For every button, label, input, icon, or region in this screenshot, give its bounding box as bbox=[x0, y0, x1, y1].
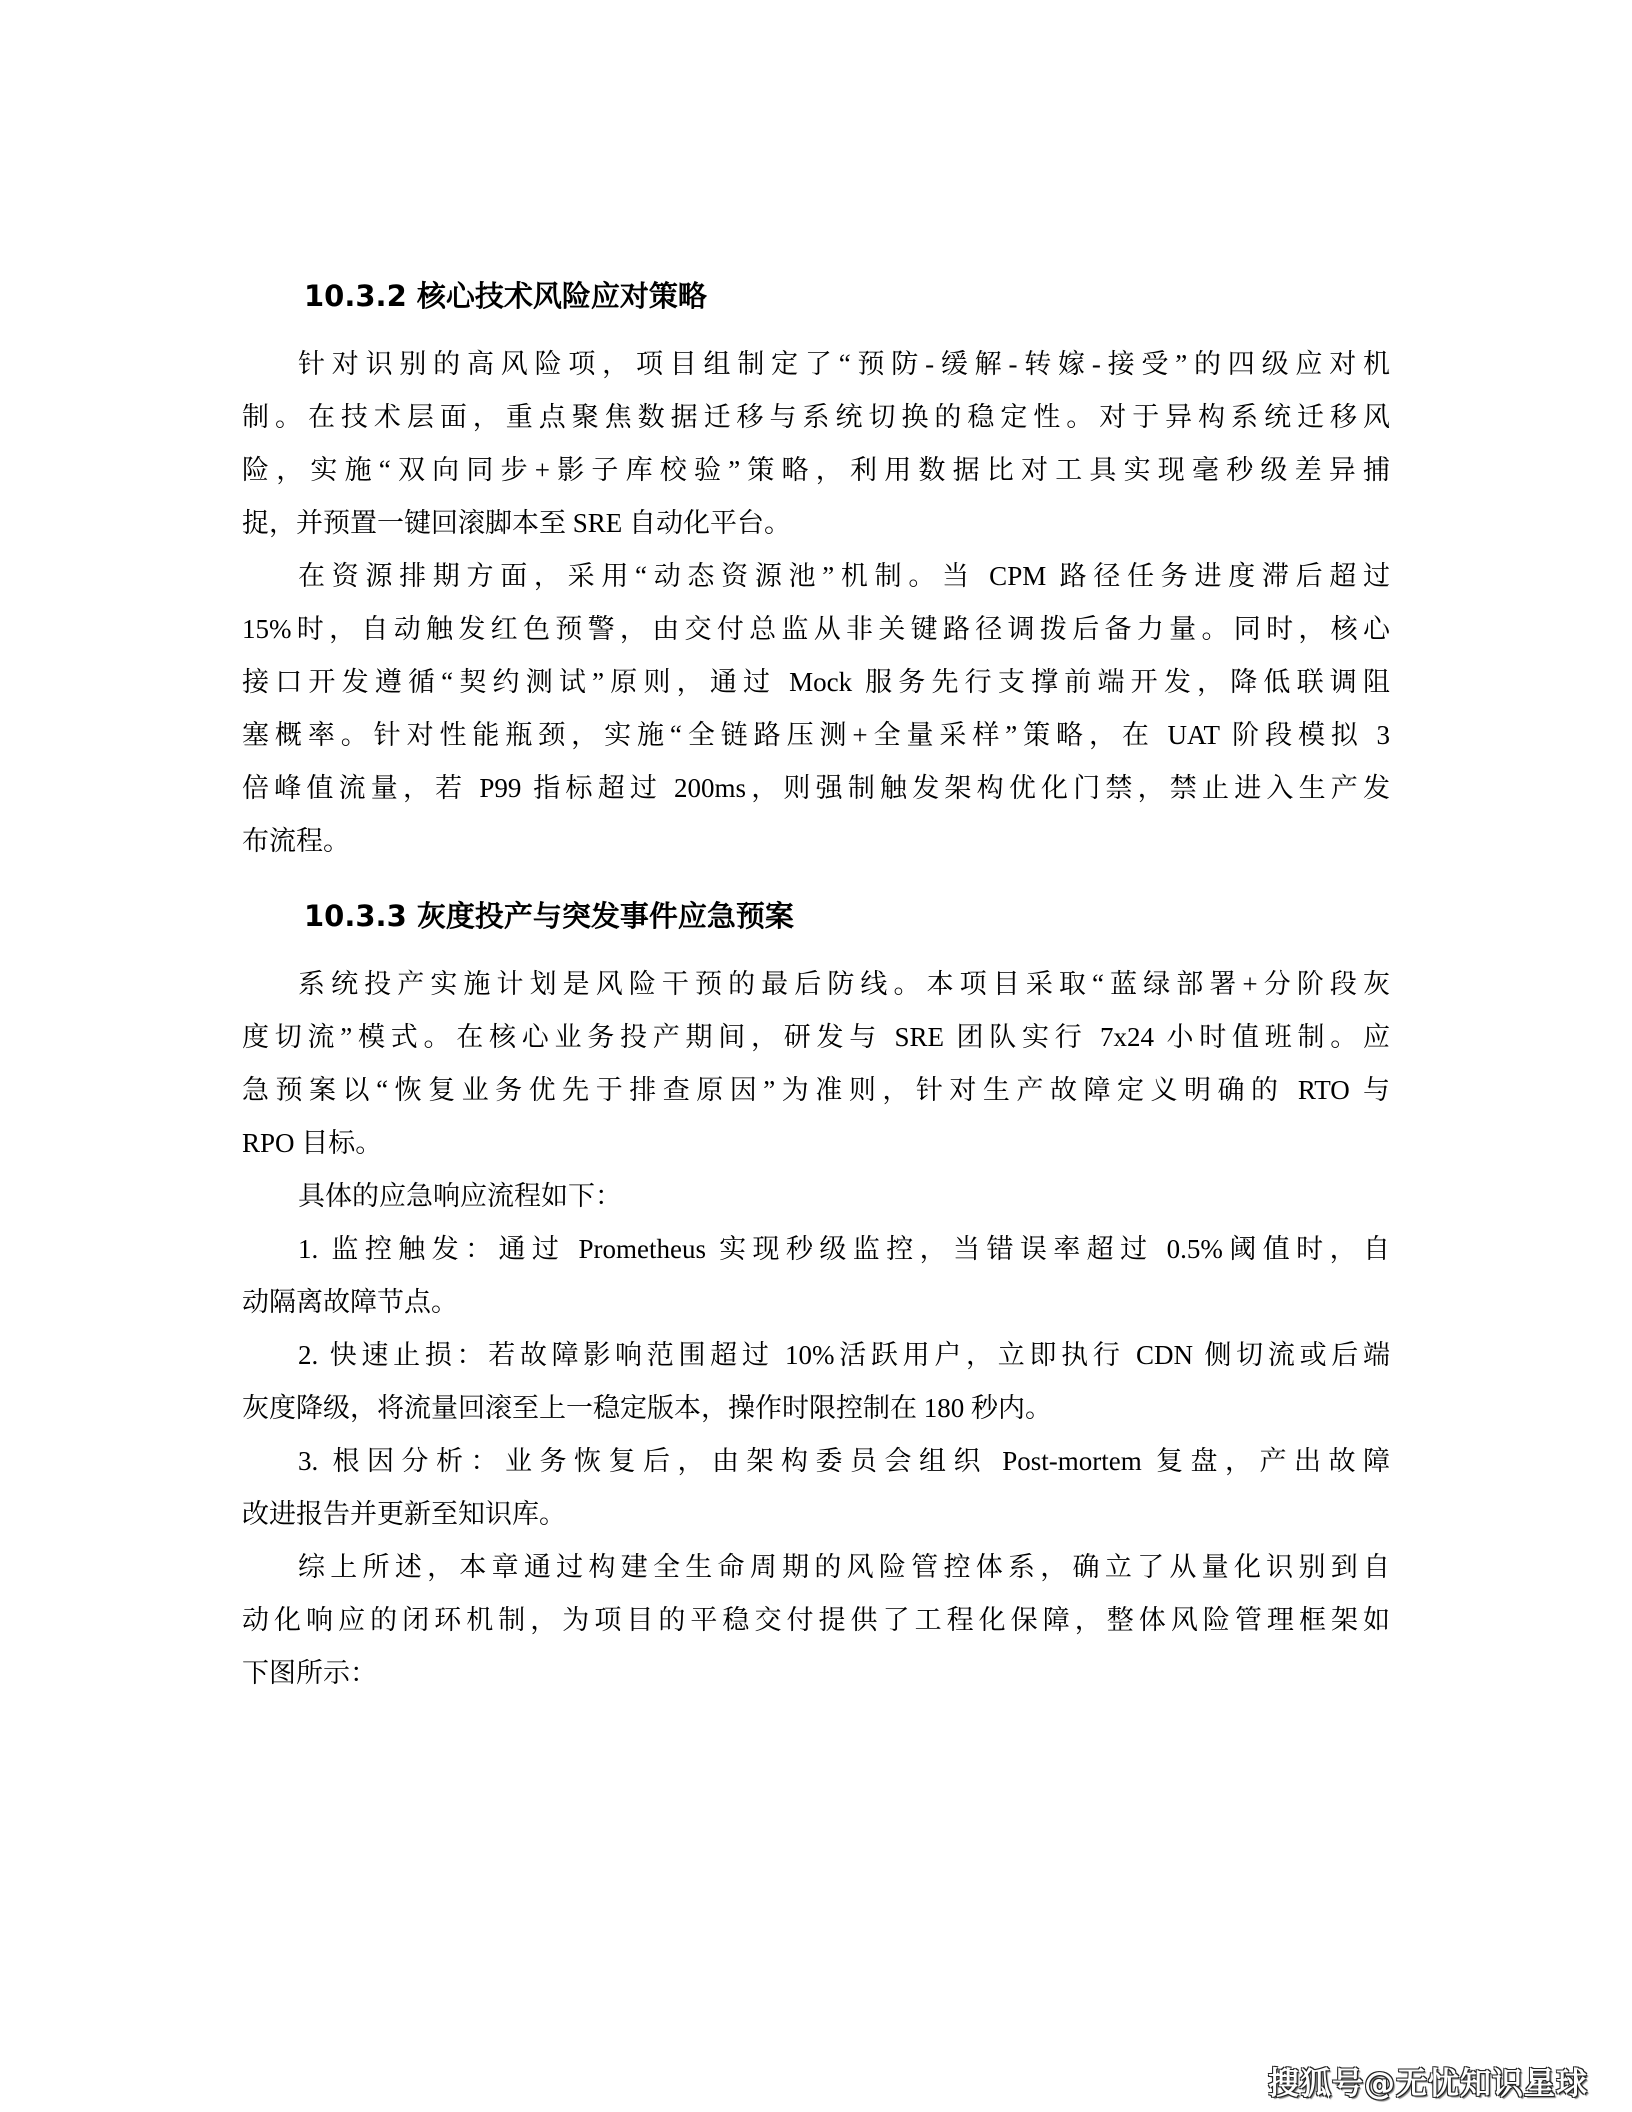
paragraph-response-intro bbox=[242, 1170, 1390, 1223]
paragraph-line: 2. 快速止损：若故障影响范围超过 10%活跃用户，立即执行 CDN 侧切流或后端 bbox=[298, 1340, 1390, 1370]
paragraph-line: 3. 根因分析：业务恢复后，由架构委员会组织 Post-mortem 复盘，产出故障 bbox=[298, 1446, 1390, 1476]
sohu-watermark: 搜狐号@无忧知识星球 bbox=[1268, 2066, 1588, 2102]
paragraph-line: 塞概率。针对性能瓶颈，实施“全链路压测+全量采样”策略，在 UAT 阶段模拟 3 bbox=[242, 720, 1390, 750]
paragraph-line: 在资源排期方面，采用“动态资源池”机制。当 CPM 路径任务进度滞后超过 bbox=[298, 561, 1390, 591]
paragraph-line: 1. 监控触发：通过 Prometheus 实现秒级监控，当错误率超过 0.5%阈值时，自 bbox=[298, 1234, 1390, 1264]
paragraph-line: 布流程。 bbox=[242, 826, 350, 856]
paragraph-line: 倍峰值流量，若 P99 指标超过 200ms，则强制触发架构优化门禁，禁止进入生产发 bbox=[242, 773, 1390, 803]
paragraph-line: 捉，并预置一键回滚脚本至 SRE 自动化平台。 bbox=[242, 508, 792, 538]
paragraph-risk-mitigation bbox=[242, 338, 1390, 550]
paragraph-line: 动隔离故障节点。 bbox=[242, 1287, 458, 1317]
paragraph-line: 系统投产实施计划是风险干预的最后防线。本项目采取“蓝绿部署+分阶段灰 bbox=[298, 969, 1390, 999]
paragraph-line: 制。在技术层面，重点聚焦数据迁移与系统切换的稳定性。对于异构系统迁移风 bbox=[242, 402, 1390, 432]
paragraph-line: 综上所述，本章通过构建全生命周期的风险管控体系，确立了从量化识别到自 bbox=[298, 1552, 1390, 1582]
paragraph-line: 急预案以“恢复业务优先于排查原因”为准则，针对生产故障定义明确的 RTO 与 bbox=[242, 1075, 1390, 1105]
paragraph-line: 改进报告并更新至知识库。 bbox=[242, 1499, 566, 1529]
paragraph-summary bbox=[242, 1541, 1390, 1700]
section-heading-10-3-2: 10.3.2 核心技术风险应对策略 bbox=[304, 279, 707, 313]
paragraph-line: 下图所示： bbox=[242, 1658, 377, 1688]
paragraph-line: 动化响应的闭环机制，为项目的平稳交付提供了工程化保障，整体风险管理框架如 bbox=[242, 1605, 1390, 1635]
paragraph-line: 灰度降级，将流量回滚至上一稳定版本，操作时限控制在 180 秒内。 bbox=[242, 1393, 1052, 1423]
paragraph-deployment-plan bbox=[242, 958, 1390, 1170]
section-heading-10-3-3: 10.3.3 灰度投产与突发事件应急预案 bbox=[304, 899, 794, 933]
paragraph-line: 具体的应急响应流程如下： bbox=[298, 1181, 622, 1211]
paragraph-line: RPO 目标。 bbox=[242, 1128, 383, 1158]
document-page bbox=[242, 268, 1390, 1700]
list-item-fast-stop-loss bbox=[242, 1329, 1390, 1435]
list-item-monitoring-trigger bbox=[242, 1223, 1390, 1329]
list-item-root-cause-analysis bbox=[242, 1435, 1390, 1541]
paragraph-line: 针对识别的高风险项，项目组制定了“预防-缓解-转嫁-接受”的四级应对机 bbox=[298, 349, 1390, 379]
paragraph-line: 度切流”模式。在核心业务投产期间，研发与 SRE 团队实行 7x24 小时值班制。应 bbox=[242, 1022, 1390, 1052]
paragraph-line: 险，实施“双向同步+影子库校验”策略，利用数据比对工具实现毫秒级差异捕 bbox=[242, 455, 1390, 485]
paragraph-line: 15%时，自动触发红色预警，由交付总监从非关键路径调拨后备力量。同时，核心 bbox=[242, 614, 1390, 644]
paragraph-line: 接口开发遵循“契约测试”原则，通过 Mock 服务先行支撑前端开发，降低联调阻 bbox=[242, 667, 1390, 697]
paragraph-resource-scheduling bbox=[242, 550, 1390, 868]
